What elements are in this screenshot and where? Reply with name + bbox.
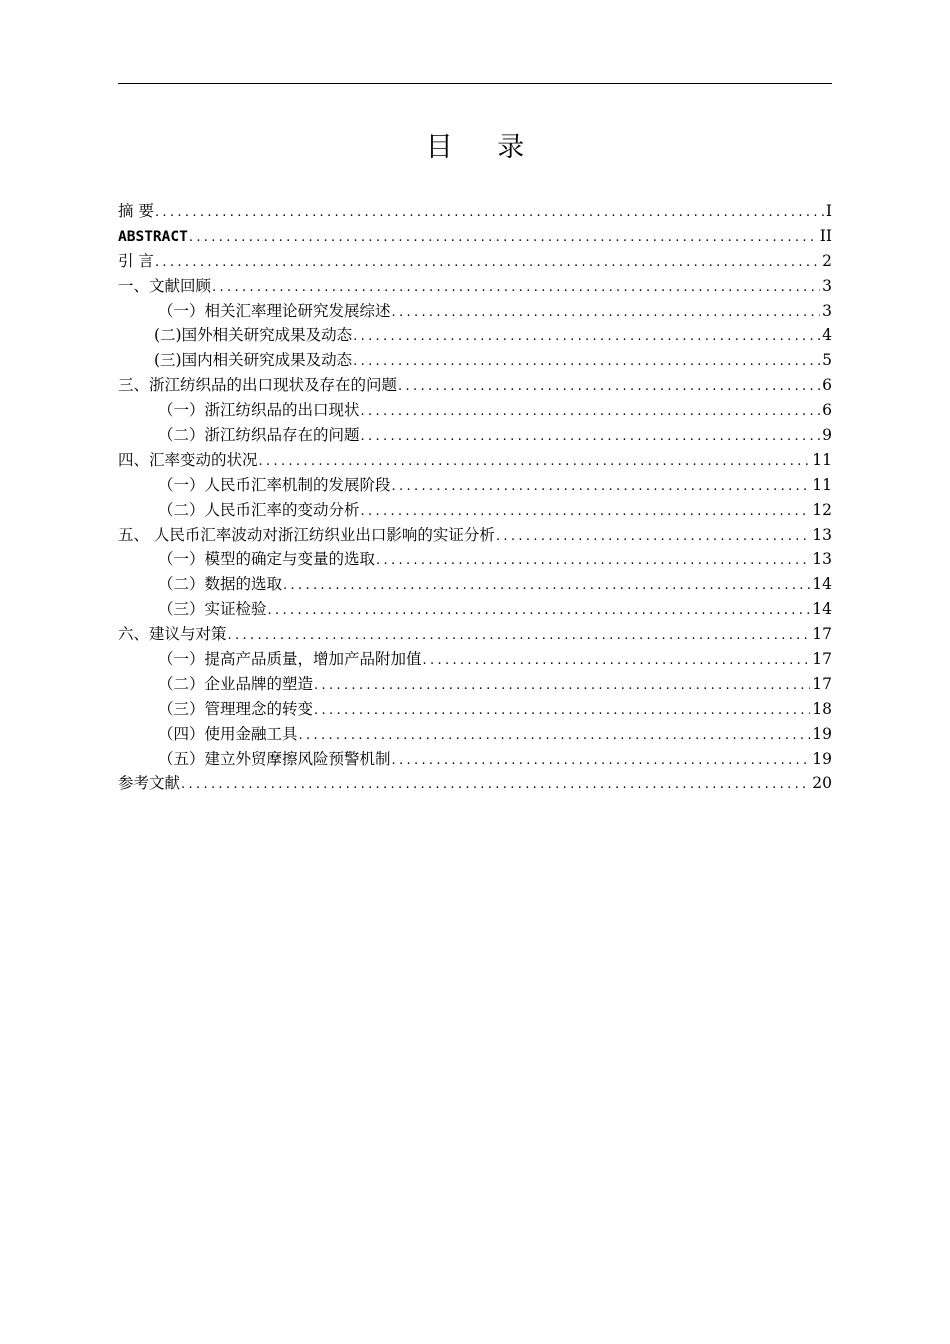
toc-entry-section-4-2[interactable] <box>118 498 832 523</box>
toc-entry-text: （一）相关汇率理论研究发展综述 <box>158 301 391 320</box>
toc-leader-dots <box>361 500 811 523</box>
toc-page-number: II <box>819 226 832 245</box>
toc-page-number: 17 <box>812 625 832 644</box>
toc-page-number: 14 <box>812 575 832 594</box>
toc-leader-dots <box>314 699 810 722</box>
toc-entry-text: （四）使用金融工具 <box>158 724 298 743</box>
toc-page-number: 4 <box>822 326 832 345</box>
toc-leader-dots <box>376 549 810 572</box>
toc-leader-dots <box>314 674 810 697</box>
toc-entry-text: （一）人民币汇率机制的发展阶段 <box>158 475 391 494</box>
toc-page-number: 13 <box>812 525 832 544</box>
toc-leader-dots <box>299 724 811 747</box>
toc-entry-text: （五）建立外贸摩擦风险预警机制 <box>158 749 391 768</box>
toc-entry-text: （三）实证检验 <box>158 600 267 619</box>
toc-leader-dots <box>181 773 810 796</box>
toc-leader-dots <box>496 525 810 548</box>
toc-entry-text: 一、文献回顾 <box>118 276 212 295</box>
toc-entry-section-6-4[interactable] <box>118 722 832 747</box>
toc-page-number: 19 <box>812 724 832 743</box>
toc-entry-text: 三、浙江纺织品的出口现状及存在的问题 <box>118 376 398 395</box>
toc-page-number: 11 <box>812 475 832 494</box>
toc-entry-text: （二）浙江纺织品存在的问题 <box>158 426 360 445</box>
toc-entry-section-5-2[interactable] <box>118 572 832 597</box>
toc-page-number: 3 <box>822 301 832 320</box>
toc-entry-text: （三）管理理念的转变 <box>158 699 314 718</box>
toc-leader-dots <box>283 574 810 597</box>
toc-entry-text: 引 言 <box>118 251 154 270</box>
toc-page-number: 6 <box>822 401 832 420</box>
toc-entry-chapter-4[interactable] <box>118 448 832 473</box>
toc-leader-dots <box>228 624 811 647</box>
toc-entry-chapter-6[interactable] <box>118 622 832 647</box>
toc-leader-dots <box>392 749 811 772</box>
toc-entry-section-3-2[interactable] <box>118 423 832 448</box>
toc-entry-section-3-1[interactable] <box>118 398 832 423</box>
toc-page-number: 11 <box>812 450 832 469</box>
toc-leader-dots <box>423 649 811 672</box>
header-rule <box>118 83 832 84</box>
toc-entry-section-6-1[interactable] <box>118 647 832 672</box>
toc-page-number: 2 <box>822 251 832 270</box>
toc-leader-dots <box>392 301 821 324</box>
toc-entry-section-5-1[interactable] <box>118 547 832 572</box>
toc-page-number: 13 <box>812 550 832 569</box>
table-of-contents <box>118 199 832 796</box>
toc-entry-abstract-cn[interactable] <box>118 199 832 224</box>
toc-page-number: 17 <box>812 674 832 693</box>
toc-entry-text: 参考文献 <box>118 774 181 793</box>
page-title: 目 录 <box>425 132 543 163</box>
toc-entry-chapter-5[interactable] <box>118 523 832 548</box>
toc-entry-section-4-1[interactable] <box>118 473 832 498</box>
toc-leader-dots <box>398 375 820 398</box>
toc-entry-text: 六、建议与对策 <box>118 625 227 644</box>
toc-leader-dots <box>155 201 824 224</box>
toc-page-number: 9 <box>822 426 832 445</box>
toc-entry-text: 四、汇率变动的状况 <box>118 450 258 469</box>
toc-leader-dots <box>268 599 811 622</box>
toc-leader-dots <box>189 226 818 249</box>
toc-entry-introduction[interactable] <box>118 249 832 274</box>
toc-entry-text: （二）人民币汇率的变动分析 <box>158 500 360 519</box>
toc-page-number: 14 <box>812 600 832 619</box>
toc-entry-references[interactable] <box>118 771 832 796</box>
toc-entry-text: （二）数据的选取 <box>158 575 283 594</box>
toc-entry-text: （二）企业品牌的塑造 <box>158 674 314 693</box>
toc-entry-section-1-1[interactable] <box>118 299 832 324</box>
toc-entry-text: (三)国内相关研究成果及动态 <box>154 351 353 370</box>
toc-leader-dots <box>259 450 811 473</box>
toc-entry-text: ABSTRACT <box>118 228 188 245</box>
toc-entry-text: （一）提高产品质量，增加产品附加值 <box>158 650 422 669</box>
toc-leader-dots <box>392 475 811 498</box>
toc-page-number: 12 <box>812 500 832 519</box>
toc-entry-chapter-1[interactable] <box>118 274 832 299</box>
toc-entry-chapter-3[interactable] <box>118 373 832 398</box>
toc-leader-dots <box>353 325 820 348</box>
toc-page-number: 20 <box>812 774 832 793</box>
toc-page-number: 6 <box>822 376 832 395</box>
toc-entry-section-6-5[interactable] <box>118 747 832 772</box>
toc-entry-text: （一）模型的确定与变量的选取 <box>158 550 376 569</box>
toc-entry-text: 五、 人民币汇率波动对浙江纺织业出口影响的实证分析 <box>118 525 495 544</box>
toc-entry-section-6-3[interactable] <box>118 697 832 722</box>
toc-leader-dots <box>155 251 820 274</box>
toc-page-number: 5 <box>822 351 832 370</box>
toc-entry-text: （一）浙江纺织品的出口现状 <box>158 401 360 420</box>
toc-page-number: I <box>825 202 832 220</box>
toc-entry-text: 摘 要 <box>118 202 154 220</box>
toc-page-number: 19 <box>812 749 832 768</box>
toc-entry-section-1-3[interactable] <box>118 348 832 373</box>
toc-entry-section-5-3[interactable] <box>118 597 832 622</box>
toc-page-number: 18 <box>812 699 832 718</box>
toc-entry-section-1-2[interactable] <box>118 323 832 348</box>
toc-entry-abstract-en[interactable] <box>118 224 832 249</box>
toc-page-number: 17 <box>812 650 832 669</box>
toc-page-number: 3 <box>822 276 832 295</box>
toc-leader-dots <box>361 425 821 448</box>
toc-leader-dots <box>361 400 821 423</box>
toc-leader-dots <box>212 276 820 299</box>
toc-entry-text: (二)国外相关研究成果及动态 <box>154 326 353 345</box>
toc-entry-section-6-2[interactable] <box>118 672 832 697</box>
toc-leader-dots <box>353 350 820 373</box>
